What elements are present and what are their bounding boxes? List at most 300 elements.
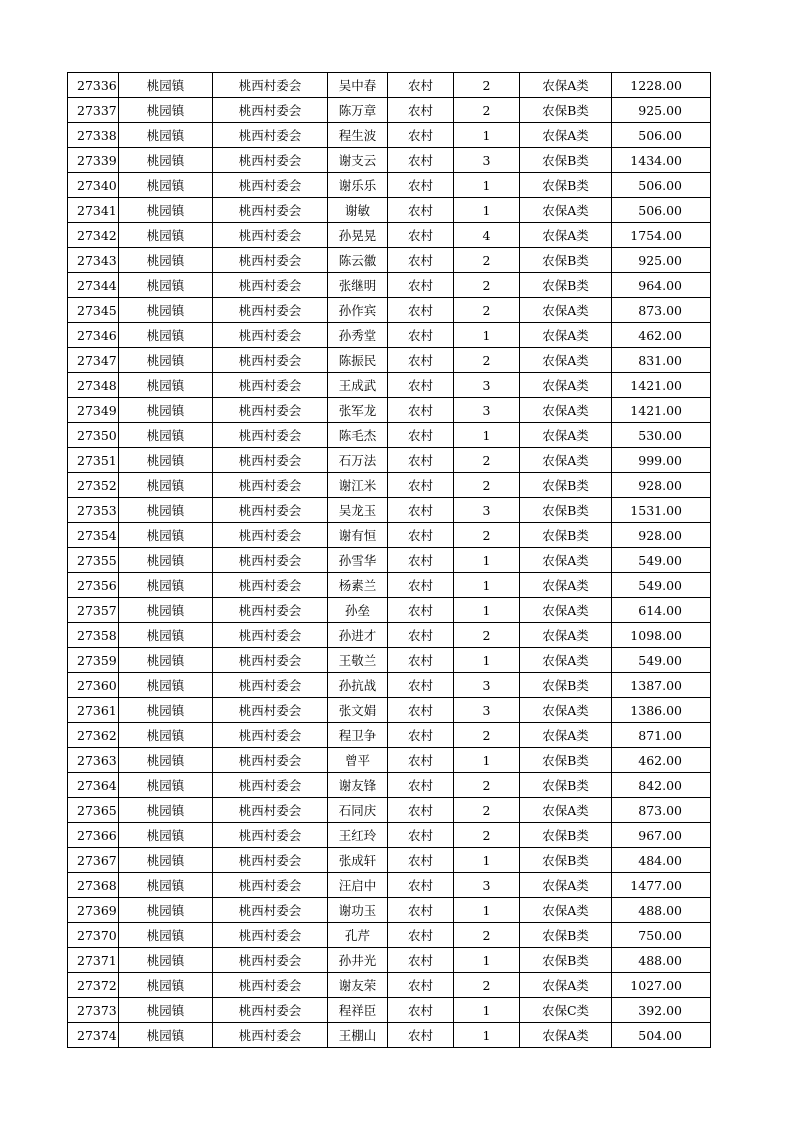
name-cell: 孙秀堂 — [328, 323, 388, 348]
household-size-cell: 1 — [454, 898, 520, 923]
area-type-cell: 农村 — [388, 823, 454, 848]
record-id-cell: 27353 — [68, 498, 119, 523]
household-size-cell: 2 — [454, 923, 520, 948]
town-cell: 桃园镇 — [119, 248, 213, 273]
village-committee-cell: 桃西村委会 — [213, 223, 328, 248]
insurance-category-cell: 农保A类 — [520, 648, 612, 673]
area-type-cell: 农村 — [388, 423, 454, 448]
area-type-cell: 农村 — [388, 948, 454, 973]
amount-cell: 1434.00 — [612, 148, 711, 173]
name-cell: 吴龙玉 — [328, 498, 388, 523]
insurance-category-cell: 农保A类 — [520, 873, 612, 898]
household-size-cell: 2 — [454, 798, 520, 823]
insurance-category-cell: 农保A类 — [520, 423, 612, 448]
area-type-cell: 农村 — [388, 523, 454, 548]
household-size-cell: 1 — [454, 423, 520, 448]
amount-cell: 549.00 — [612, 648, 711, 673]
record-id-cell: 27354 — [68, 523, 119, 548]
record-id-cell: 27365 — [68, 798, 119, 823]
town-cell: 桃园镇 — [119, 648, 213, 673]
insurance-category-cell: 农保A类 — [520, 223, 612, 248]
area-type-cell: 农村 — [388, 173, 454, 198]
record-id-cell: 27367 — [68, 848, 119, 873]
name-cell: 陈云徽 — [328, 248, 388, 273]
insurance-category-cell: 农保A类 — [520, 623, 612, 648]
insurance-category-cell: 农保A类 — [520, 1023, 612, 1048]
area-type-cell: 农村 — [388, 848, 454, 873]
amount-cell: 925.00 — [612, 248, 711, 273]
table-row — [68, 473, 711, 498]
record-id-cell: 27368 — [68, 873, 119, 898]
amount-cell: 1754.00 — [612, 223, 711, 248]
amount-cell: 614.00 — [612, 598, 711, 623]
area-type-cell: 农村 — [388, 398, 454, 423]
amount-cell: 925.00 — [612, 98, 711, 123]
household-size-cell: 1 — [454, 648, 520, 673]
village-committee-cell: 桃西村委会 — [213, 848, 328, 873]
amount-cell: 967.00 — [612, 823, 711, 848]
insurance-category-cell: 农保B类 — [520, 823, 612, 848]
amount-cell: 873.00 — [612, 798, 711, 823]
insurance-category-cell: 农保B类 — [520, 773, 612, 798]
record-id-cell: 27372 — [68, 973, 119, 998]
name-cell: 孙作宾 — [328, 298, 388, 323]
village-committee-cell: 桃西村委会 — [213, 973, 328, 998]
table-row — [68, 1023, 711, 1048]
table-row — [68, 948, 711, 973]
town-cell: 桃园镇 — [119, 673, 213, 698]
record-id-cell: 27351 — [68, 448, 119, 473]
amount-cell: 928.00 — [612, 523, 711, 548]
town-cell: 桃园镇 — [119, 973, 213, 998]
area-type-cell: 农村 — [388, 898, 454, 923]
insurance-category-cell: 农保B类 — [520, 98, 612, 123]
town-cell: 桃园镇 — [119, 223, 213, 248]
village-committee-cell: 桃西村委会 — [213, 998, 328, 1023]
amount-cell: 1531.00 — [612, 498, 711, 523]
table-row — [68, 148, 711, 173]
name-cell: 王成武 — [328, 373, 388, 398]
name-cell: 谢友荣 — [328, 973, 388, 998]
record-id-cell: 27358 — [68, 623, 119, 648]
area-type-cell: 农村 — [388, 973, 454, 998]
household-size-cell: 2 — [454, 298, 520, 323]
amount-cell: 1228.00 — [612, 73, 711, 98]
amount-cell: 506.00 — [612, 173, 711, 198]
village-committee-cell: 桃西村委会 — [213, 348, 328, 373]
record-id-cell: 27355 — [68, 548, 119, 573]
name-cell: 谢江米 — [328, 473, 388, 498]
town-cell: 桃园镇 — [119, 773, 213, 798]
name-cell: 张成轩 — [328, 848, 388, 873]
record-id-cell: 27342 — [68, 223, 119, 248]
amount-cell: 1477.00 — [612, 873, 711, 898]
area-type-cell: 农村 — [388, 998, 454, 1023]
record-id-cell: 27339 — [68, 148, 119, 173]
village-committee-cell: 桃西村委会 — [213, 548, 328, 573]
insurance-category-cell: 农保C类 — [520, 998, 612, 1023]
table-row — [68, 173, 711, 198]
record-id-cell: 27370 — [68, 923, 119, 948]
name-cell: 谢有恒 — [328, 523, 388, 548]
household-size-cell: 1 — [454, 598, 520, 623]
name-cell: 杨素兰 — [328, 573, 388, 598]
town-cell: 桃园镇 — [119, 198, 213, 223]
town-cell: 桃园镇 — [119, 923, 213, 948]
table-row — [68, 773, 711, 798]
name-cell: 谢友锋 — [328, 773, 388, 798]
household-size-cell: 1 — [454, 548, 520, 573]
town-cell: 桃园镇 — [119, 423, 213, 448]
table-row — [68, 998, 711, 1023]
town-cell: 桃园镇 — [119, 323, 213, 348]
record-id-cell: 27371 — [68, 948, 119, 973]
village-committee-cell: 桃西村委会 — [213, 423, 328, 448]
table-row — [68, 448, 711, 473]
area-type-cell: 农村 — [388, 723, 454, 748]
name-cell: 程祥臣 — [328, 998, 388, 1023]
area-type-cell: 农村 — [388, 98, 454, 123]
town-cell: 桃园镇 — [119, 148, 213, 173]
amount-cell: 484.00 — [612, 848, 711, 873]
area-type-cell: 农村 — [388, 198, 454, 223]
table-row — [68, 848, 711, 873]
record-id-cell: 27344 — [68, 273, 119, 298]
name-cell: 孙垒 — [328, 598, 388, 623]
village-committee-cell: 桃西村委会 — [213, 248, 328, 273]
town-cell: 桃园镇 — [119, 98, 213, 123]
household-size-cell: 3 — [454, 148, 520, 173]
area-type-cell: 农村 — [388, 598, 454, 623]
area-type-cell: 农村 — [388, 698, 454, 723]
area-type-cell: 农村 — [388, 1023, 454, 1048]
amount-cell: 873.00 — [612, 298, 711, 323]
town-cell: 桃园镇 — [119, 373, 213, 398]
area-type-cell: 农村 — [388, 748, 454, 773]
amount-cell: 750.00 — [612, 923, 711, 948]
table-row — [68, 673, 711, 698]
amount-cell: 504.00 — [612, 1023, 711, 1048]
town-cell: 桃园镇 — [119, 898, 213, 923]
amount-cell: 462.00 — [612, 323, 711, 348]
name-cell: 石同庆 — [328, 798, 388, 823]
household-size-cell: 2 — [454, 823, 520, 848]
insurance-category-cell: 农保B类 — [520, 748, 612, 773]
name-cell: 程卫争 — [328, 723, 388, 748]
table-row — [68, 648, 711, 673]
area-type-cell: 农村 — [388, 373, 454, 398]
town-cell: 桃园镇 — [119, 848, 213, 873]
amount-cell: 1386.00 — [612, 698, 711, 723]
name-cell: 张继明 — [328, 273, 388, 298]
insurance-category-cell: 农保A类 — [520, 323, 612, 348]
insurance-category-cell: 农保A类 — [520, 398, 612, 423]
area-type-cell: 农村 — [388, 923, 454, 948]
household-size-cell: 1 — [454, 573, 520, 598]
insurance-category-cell: 农保B类 — [520, 473, 612, 498]
area-type-cell: 农村 — [388, 148, 454, 173]
area-type-cell: 农村 — [388, 573, 454, 598]
insurance-category-cell: 农保B类 — [520, 148, 612, 173]
table-row — [68, 573, 711, 598]
insurance-category-cell: 农保A类 — [520, 598, 612, 623]
insurance-category-cell: 农保B类 — [520, 923, 612, 948]
record-id-cell: 27361 — [68, 698, 119, 723]
area-type-cell: 农村 — [388, 323, 454, 348]
village-committee-cell: 桃西村委会 — [213, 798, 328, 823]
record-id-cell: 27363 — [68, 748, 119, 773]
amount-cell: 842.00 — [612, 773, 711, 798]
town-cell: 桃园镇 — [119, 73, 213, 98]
insurance-category-cell: 农保B类 — [520, 523, 612, 548]
household-size-cell: 2 — [454, 473, 520, 498]
village-committee-cell: 桃西村委会 — [213, 448, 328, 473]
record-id-cell: 27337 — [68, 98, 119, 123]
area-type-cell: 农村 — [388, 123, 454, 148]
village-committee-cell: 桃西村委会 — [213, 823, 328, 848]
amount-cell: 462.00 — [612, 748, 711, 773]
village-committee-cell: 桃西村委会 — [213, 773, 328, 798]
household-size-cell: 2 — [454, 273, 520, 298]
amount-cell: 1027.00 — [612, 973, 711, 998]
household-size-cell: 2 — [454, 623, 520, 648]
insurance-category-cell: 农保A类 — [520, 798, 612, 823]
village-committee-cell: 桃西村委会 — [213, 523, 328, 548]
insurance-category-cell: 农保A类 — [520, 548, 612, 573]
record-id-cell: 27356 — [68, 573, 119, 598]
town-cell: 桃园镇 — [119, 798, 213, 823]
area-type-cell: 农村 — [388, 448, 454, 473]
record-id-cell: 27364 — [68, 773, 119, 798]
town-cell: 桃园镇 — [119, 273, 213, 298]
area-type-cell: 农村 — [388, 873, 454, 898]
insurance-category-cell: 农保A类 — [520, 298, 612, 323]
household-size-cell: 1 — [454, 173, 520, 198]
record-id-cell: 27369 — [68, 898, 119, 923]
area-type-cell: 农村 — [388, 248, 454, 273]
insurance-category-cell: 农保A类 — [520, 448, 612, 473]
town-cell: 桃园镇 — [119, 298, 213, 323]
name-cell: 曾平 — [328, 748, 388, 773]
table-row — [68, 973, 711, 998]
town-cell: 桃园镇 — [119, 548, 213, 573]
name-cell: 吴中春 — [328, 73, 388, 98]
name-cell: 张文娟 — [328, 698, 388, 723]
village-committee-cell: 桃西村委会 — [213, 373, 328, 398]
insurance-category-cell: 农保A类 — [520, 73, 612, 98]
household-size-cell: 2 — [454, 973, 520, 998]
table-row — [68, 73, 711, 98]
area-type-cell: 农村 — [388, 673, 454, 698]
record-id-cell: 27373 — [68, 998, 119, 1023]
household-size-cell: 3 — [454, 698, 520, 723]
insurance-category-cell: 农保A类 — [520, 123, 612, 148]
insurance-category-cell: 农保A类 — [520, 898, 612, 923]
table-row — [68, 348, 711, 373]
town-cell: 桃园镇 — [119, 948, 213, 973]
town-cell: 桃园镇 — [119, 123, 213, 148]
table-row — [68, 198, 711, 223]
household-size-cell: 3 — [454, 673, 520, 698]
household-size-cell: 3 — [454, 498, 520, 523]
village-committee-cell: 桃西村委会 — [213, 398, 328, 423]
household-size-cell: 2 — [454, 348, 520, 373]
record-id-cell: 27350 — [68, 423, 119, 448]
insurance-category-cell: 农保A类 — [520, 198, 612, 223]
name-cell: 谢功玉 — [328, 898, 388, 923]
household-size-cell: 2 — [454, 448, 520, 473]
village-committee-cell: 桃西村委会 — [213, 473, 328, 498]
name-cell: 孙抗战 — [328, 673, 388, 698]
amount-cell: 488.00 — [612, 898, 711, 923]
household-size-cell: 2 — [454, 523, 520, 548]
name-cell: 孔芹 — [328, 923, 388, 948]
record-id-cell: 27336 — [68, 73, 119, 98]
record-id-cell: 27357 — [68, 598, 119, 623]
amount-cell: 1421.00 — [612, 398, 711, 423]
name-cell: 孙进才 — [328, 623, 388, 648]
household-size-cell: 2 — [454, 773, 520, 798]
amount-cell: 1098.00 — [612, 623, 711, 648]
household-size-cell: 1 — [454, 848, 520, 873]
amount-cell: 392.00 — [612, 998, 711, 1023]
table-row — [68, 548, 711, 573]
name-cell: 王红玲 — [328, 823, 388, 848]
household-size-cell: 2 — [454, 98, 520, 123]
village-committee-cell: 桃西村委会 — [213, 173, 328, 198]
insurance-category-cell: 农保A类 — [520, 348, 612, 373]
amount-cell: 1387.00 — [612, 673, 711, 698]
area-type-cell: 农村 — [388, 73, 454, 98]
record-id-cell: 27346 — [68, 323, 119, 348]
village-committee-cell: 桃西村委会 — [213, 923, 328, 948]
table-row — [68, 598, 711, 623]
insurance-category-cell: 农保A类 — [520, 698, 612, 723]
town-cell: 桃园镇 — [119, 573, 213, 598]
table-row — [68, 248, 711, 273]
name-cell: 陈万章 — [328, 98, 388, 123]
name-cell: 陈毛杰 — [328, 423, 388, 448]
table-row — [68, 98, 711, 123]
table-row — [68, 498, 711, 523]
town-cell: 桃园镇 — [119, 623, 213, 648]
village-committee-cell: 桃西村委会 — [213, 948, 328, 973]
town-cell: 桃园镇 — [119, 348, 213, 373]
village-committee-cell: 桃西村委会 — [213, 498, 328, 523]
amount-cell: 1421.00 — [612, 373, 711, 398]
amount-cell: 488.00 — [612, 948, 711, 973]
village-committee-cell: 桃西村委会 — [213, 1023, 328, 1048]
record-id-cell: 27359 — [68, 648, 119, 673]
town-cell: 桃园镇 — [119, 723, 213, 748]
name-cell: 孙雪华 — [328, 548, 388, 573]
name-cell: 汪启中 — [328, 873, 388, 898]
amount-cell: 871.00 — [612, 723, 711, 748]
insurance-category-cell: 农保B类 — [520, 248, 612, 273]
insurance-category-cell: 农保A类 — [520, 973, 612, 998]
table-row — [68, 423, 711, 448]
name-cell: 王棚山 — [328, 1023, 388, 1048]
town-cell: 桃园镇 — [119, 598, 213, 623]
town-cell: 桃园镇 — [119, 998, 213, 1023]
amount-cell: 964.00 — [612, 273, 711, 298]
insurance-category-cell: 农保B类 — [520, 173, 612, 198]
village-committee-cell: 桃西村委会 — [213, 73, 328, 98]
village-committee-cell: 桃西村委会 — [213, 323, 328, 348]
area-type-cell: 农村 — [388, 773, 454, 798]
household-size-cell: 2 — [454, 248, 520, 273]
village-committee-cell: 桃西村委会 — [213, 698, 328, 723]
town-cell: 桃园镇 — [119, 448, 213, 473]
record-id-cell: 27352 — [68, 473, 119, 498]
record-id-cell: 27343 — [68, 248, 119, 273]
household-size-cell: 2 — [454, 723, 520, 748]
village-committee-cell: 桃西村委会 — [213, 748, 328, 773]
table-row — [68, 923, 711, 948]
data-table — [67, 72, 711, 1048]
name-cell: 孙晃晃 — [328, 223, 388, 248]
area-type-cell: 农村 — [388, 273, 454, 298]
table-row — [68, 123, 711, 148]
area-type-cell: 农村 — [388, 348, 454, 373]
amount-cell: 928.00 — [612, 473, 711, 498]
name-cell: 石万法 — [328, 448, 388, 473]
record-id-cell: 27345 — [68, 298, 119, 323]
record-id-cell: 27360 — [68, 673, 119, 698]
area-type-cell: 农村 — [388, 498, 454, 523]
name-cell: 王敬兰 — [328, 648, 388, 673]
village-committee-cell: 桃西村委会 — [213, 273, 328, 298]
town-cell: 桃园镇 — [119, 473, 213, 498]
record-id-cell: 27366 — [68, 823, 119, 848]
village-committee-cell: 桃西村委会 — [213, 598, 328, 623]
village-committee-cell: 桃西村委会 — [213, 573, 328, 598]
record-id-cell: 27349 — [68, 398, 119, 423]
table-row — [68, 873, 711, 898]
household-size-cell: 3 — [454, 373, 520, 398]
amount-cell: 506.00 — [612, 198, 711, 223]
record-id-cell: 27374 — [68, 1023, 119, 1048]
table-row — [68, 623, 711, 648]
insurance-category-cell: 农保B类 — [520, 673, 612, 698]
area-type-cell: 农村 — [388, 648, 454, 673]
insurance-category-cell: 农保B类 — [520, 498, 612, 523]
insurance-category-cell: 农保B类 — [520, 848, 612, 873]
town-cell: 桃园镇 — [119, 523, 213, 548]
table-body — [68, 73, 711, 1048]
village-committee-cell: 桃西村委会 — [213, 648, 328, 673]
village-committee-cell: 桃西村委会 — [213, 123, 328, 148]
village-committee-cell: 桃西村委会 — [213, 673, 328, 698]
village-committee-cell: 桃西村委会 — [213, 198, 328, 223]
table-row — [68, 523, 711, 548]
area-type-cell: 农村 — [388, 623, 454, 648]
town-cell: 桃园镇 — [119, 823, 213, 848]
village-committee-cell: 桃西村委会 — [213, 98, 328, 123]
name-cell: 谢乐乐 — [328, 173, 388, 198]
amount-cell: 549.00 — [612, 548, 711, 573]
table-row — [68, 823, 711, 848]
table-row — [68, 373, 711, 398]
record-id-cell: 27340 — [68, 173, 119, 198]
table-row — [68, 723, 711, 748]
name-cell: 陈振民 — [328, 348, 388, 373]
name-cell: 张军龙 — [328, 398, 388, 423]
table-row — [68, 698, 711, 723]
area-type-cell: 农村 — [388, 298, 454, 323]
household-size-cell: 1 — [454, 123, 520, 148]
table-row — [68, 398, 711, 423]
